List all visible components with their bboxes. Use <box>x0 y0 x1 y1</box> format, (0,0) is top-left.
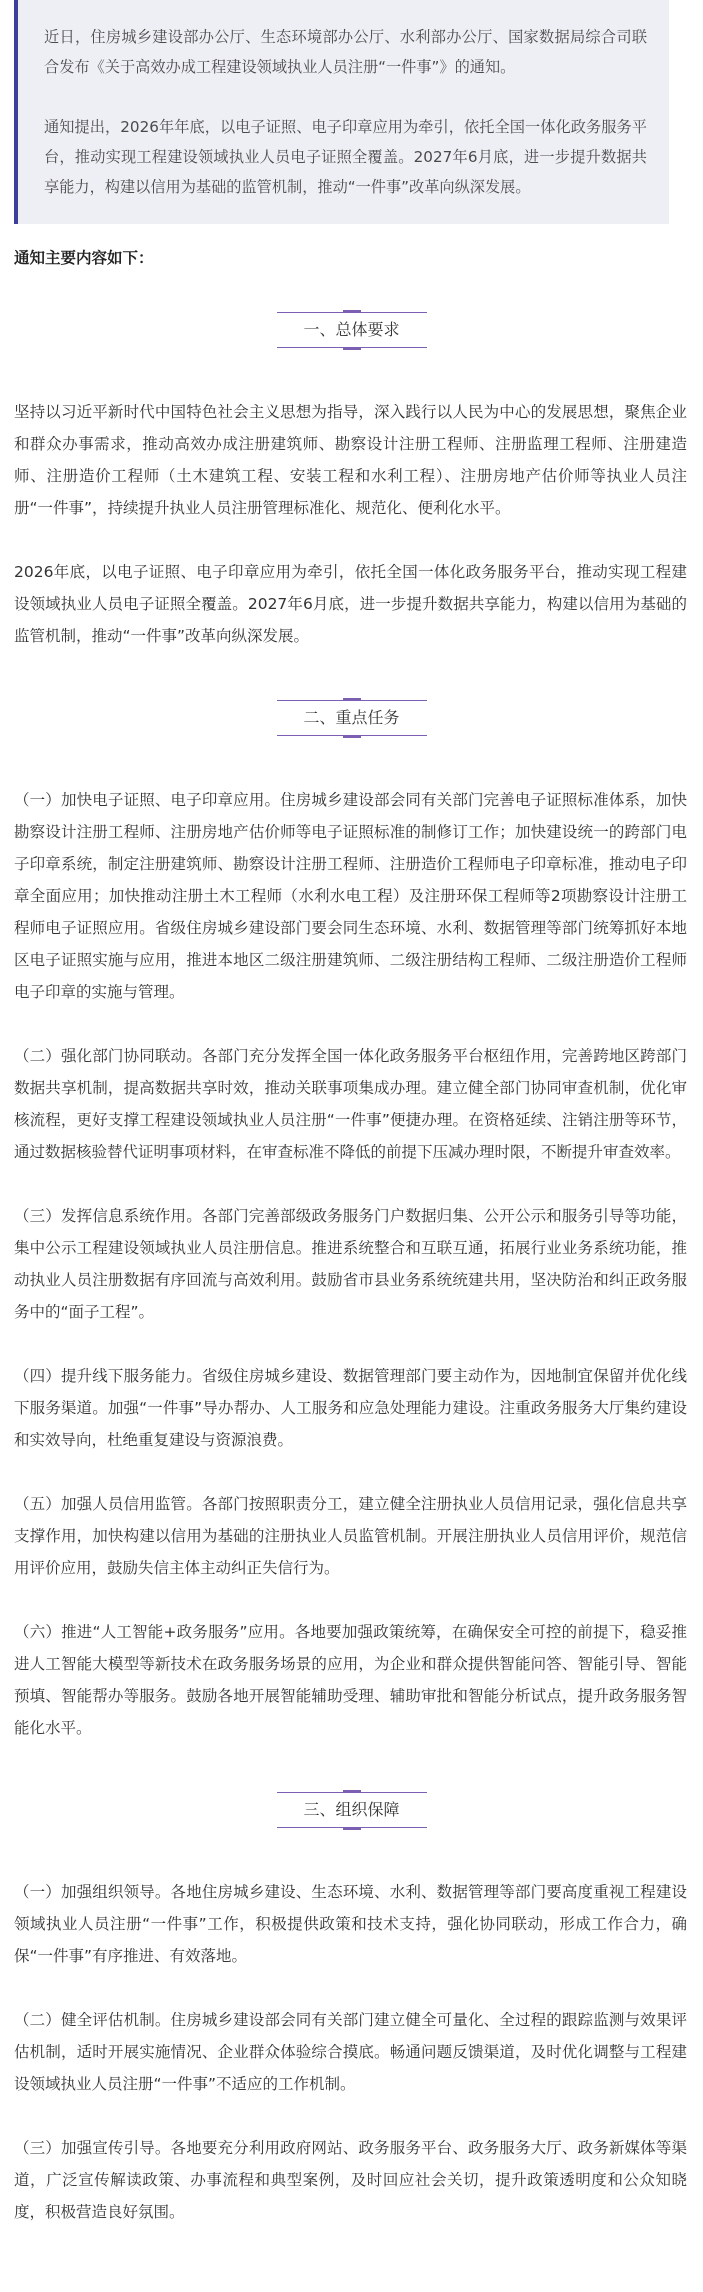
body-paragraph: （二）健全评估机制。住房城乡建设部会同有关部门建立健全可量化、全过程的跟踪监测与效果评估机制，适时开展实施情况、企业群众体验综合摸底。畅通问题反馈渠道，及时优化调整与工程建设领域执业人员注册“一件事”不适应的工作机制。 <box>14 2011 687 2093</box>
body-paragraph: （三）发挥信息系统作用。各部门完善部级政务服务门户数据归集、公开公示和服务引导等功能，集中公示工程建设领域执业人员注册信息。推进系统整合和互联互通，拓展行业业务系统功能，推动执业人员注册数据有序回流与高效利用。鼓励省市县业务系统统建共用，坚决防治和纠正政务服务中的“面子工程”。 <box>14 1207 687 1321</box>
section-heading: 一、总体要求 <box>277 312 427 348</box>
section-heading-box <box>0 700 703 736</box>
intro-paragraph: 近日，住房城乡建设部办公厅、生态环境部办公厅、水利部办公厅、国家数据局综合司联合发布《关于高效办成工程建设领域执业人员注册“一件事”》的通知。 <box>44 28 647 76</box>
body-paragraph: （三）加强宣传引导。各地要充分利用政府网站、政务服务平台、政务服务大厅、政务新媒体等渠道，广泛宣传解读政策、办事流程和典型案例，及时回应社会关切，提升政策透明度和公众知晓度，积极营造良好氛围。 <box>14 2139 687 2221</box>
body-paragraph: （一）加快电子证照、电子印章应用。住房城乡建设部会同有关部门完善电子证照标准体系，加快勘察设计注册工程师、注册房地产估价师等电子证照标准的制修订工作；加快建设统一的跨部门电子印章系统，制定注册建筑师、勘察设计注册工程师、注册造价工程师电子印章标准，推动电子印章全面应用；加快推动注册土木工程师（水利水电工程）及注册环保工程师等2项勘察设计注册工程师电子证照应用。省级住房城乡建设部门要会同生态环境、水利、数据管理等部门统筹抓好本地区电子证照实施与应用，推进本地区二级注册建筑师、二级注册结构工程师、二级注册造价工程师电子印章的实施与管理。 <box>14 791 687 1001</box>
body-paragraph: （一）加强组织领导。各地住房城乡建设、生态环境、水利、数据管理等部门要高度重视工程建设领域执业人员注册“一件事”工作，积极提供政策和技术支持，强化协同联动，形成工作合力，确保“一件事”有序推进、有效落地。 <box>14 1883 687 1965</box>
body-paragraph: （四）提升线下服务能力。省级住房城乡建设、数据管理部门要主动作为，因地制宜保留并优化线下服务渠道。加强“一件事”导办帮办、人工服务和应急处理能力建设。注重政务服务大厅集约建设和实效导向，杜绝重复建设与资源浪费。 <box>14 1367 687 1449</box>
section-heading: 三、组织保障 <box>277 1792 427 1828</box>
body-paragraph: （六）推进“人工智能+政务服务”应用。各地要加强政策统筹，在确保安全可控的前提下，稳妥推进人工智能大模型等新技术在政务服务场景的应用，为企业和群众提供智能问答、智能引导、智能预填、智能帮办等服务。鼓励各地开展智能辅助受理、辅助审批和智能分析试点，提升政务服务智能化水平。 <box>14 1623 687 1737</box>
section-heading-box <box>0 1792 703 1828</box>
body-paragraph: （五）加强人员信用监管。各部门按照职责分工，建立健全注册执业人员信用记录，强化信息共享支撑作用，加快构建以信用为基础的注册执业人员监管机制。开展注册执业人员信用评价，规范信用评价应用，鼓励失信主体主动纠正失信行为。 <box>14 1495 687 1577</box>
intro-quote-box <box>14 0 669 224</box>
section-heading-box <box>0 312 703 348</box>
section-heading: 二、重点任务 <box>277 700 427 736</box>
lead-text: 通知主要内容如下： <box>14 249 154 267</box>
intro-paragraph: 通知提出，2026年年底，以电子证照、电子印章应用为牵引，依托全国一体化政务服务平台，推动实现工程建设领域执业人员电子证照全覆盖。2027年6月底，进一步提升数据共享能力，构建以信用为基础的监管机制，推动“一件事”改革向纵深发展。 <box>44 118 647 196</box>
body-paragraph: 坚持以习近平新时代中国特色社会主义思想为指导，深入践行以人民为中心的发展思想，聚焦企业和群众办事需求，推动高效办成注册建筑师、勘察设计注册工程师、注册监理工程师、注册建造师、注册造价工程师（土木建筑工程、安装工程和水利工程）、注册房地产估价师等执业人员注册“一件事”，持续提升执业人员注册管理标准化、规范化、便利化水平。 <box>14 403 687 517</box>
body-paragraph: （二）强化部门协同联动。各部门充分发挥全国一体化政务服务平台枢纽作用，完善跨地区跨部门数据共享机制，提高数据共享时效，推动关联事项集成办理。建立健全部门协同审查机制，优化审核流程，更好支撑工程建设领域执业人员注册“一件事”便捷办理。在资格延续、注销注册等环节，通过数据核验替代证明事项材料，在审查标准不降低的前提下压减办理时限，不断提升审查效率。 <box>14 1047 687 1161</box>
body-paragraph: 2026年底，以电子证照、电子印章应用为牵引，依托全国一体化政务服务平台，推动实现工程建设领域执业人员电子证照全覆盖。2027年6月底，进一步提升数据共享能力，构建以信用为基础的监管机制，推动“一件事”改革向纵深发展。 <box>14 563 687 645</box>
